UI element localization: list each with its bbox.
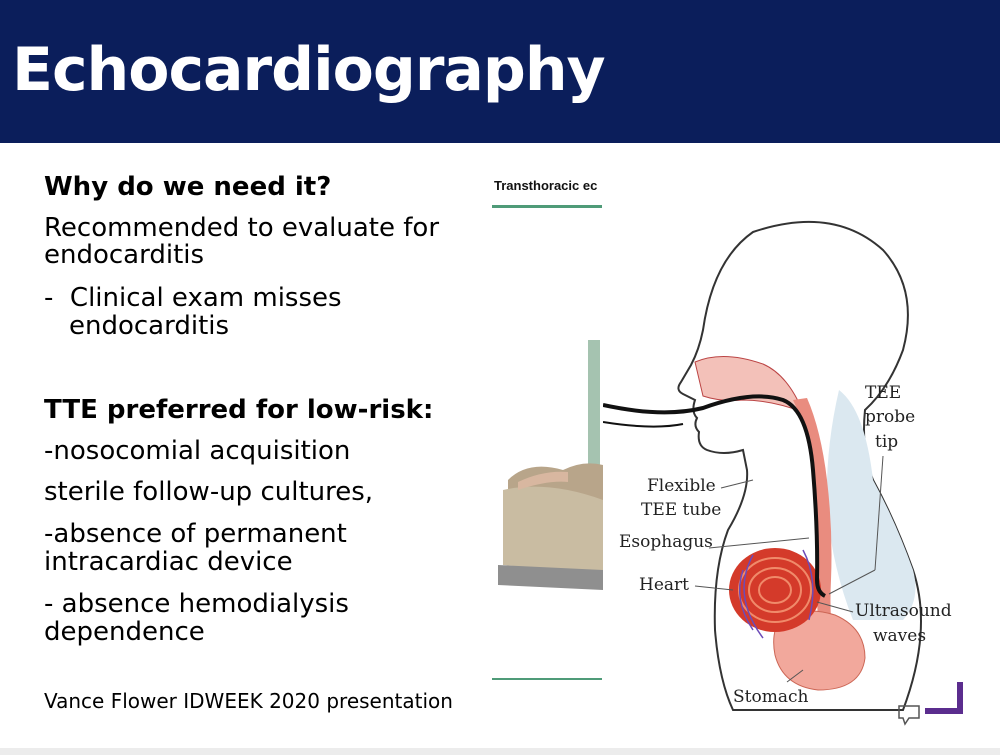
tte-divider-bottom [492, 678, 602, 680]
label-tee-tube: TEE tube [641, 500, 722, 520]
label-ultrasound: Ultrasound [855, 601, 952, 621]
credit-text: Vance Flower IDWEEK 2020 presentation [44, 689, 453, 713]
label-flexible: Flexible [647, 476, 716, 496]
label-tee-probe-1: TEE [865, 383, 902, 403]
tte-illustration [488, 160, 608, 700]
tte-caption: Transthoracic ec [494, 178, 598, 193]
why-heading: Why do we need it? [44, 172, 332, 202]
label-heart: Heart [639, 575, 689, 595]
label-waves: waves [873, 626, 927, 646]
label-esophagus: Esophagus [619, 532, 713, 552]
label-tee-probe-3: tip [875, 432, 899, 452]
recommended-line-1: Recommended to evaluate for [44, 213, 440, 243]
tte-heading: TTE preferred for low-risk: [44, 395, 434, 425]
item-3-line-2: intracardiac device [44, 547, 293, 577]
tee-illustration [603, 150, 1000, 740]
title-bar [0, 0, 1000, 143]
label-tee-probe-2: probe [865, 407, 916, 427]
item-2: sterile follow-up cultures, [44, 477, 374, 507]
item-4-line-2: dependence [44, 617, 205, 647]
tee-diagram [603, 150, 1000, 740]
item-3-line-1: -absence of permanent [44, 519, 347, 549]
recommended-line-2: endocarditis [44, 240, 205, 270]
bullet-1-line-2: endocarditis [69, 311, 230, 341]
tte-image [488, 160, 608, 700]
bullet-1-line-1: - Clinical exam misses [44, 283, 342, 313]
tte-divider-top [492, 205, 602, 208]
slide-title: Echocardiography [12, 35, 605, 105]
item-4-line-1: - absence hemodialysis [44, 589, 349, 619]
label-stomach: Stomach [733, 687, 809, 707]
item-1: -nosocomial acquisition [44, 436, 351, 466]
